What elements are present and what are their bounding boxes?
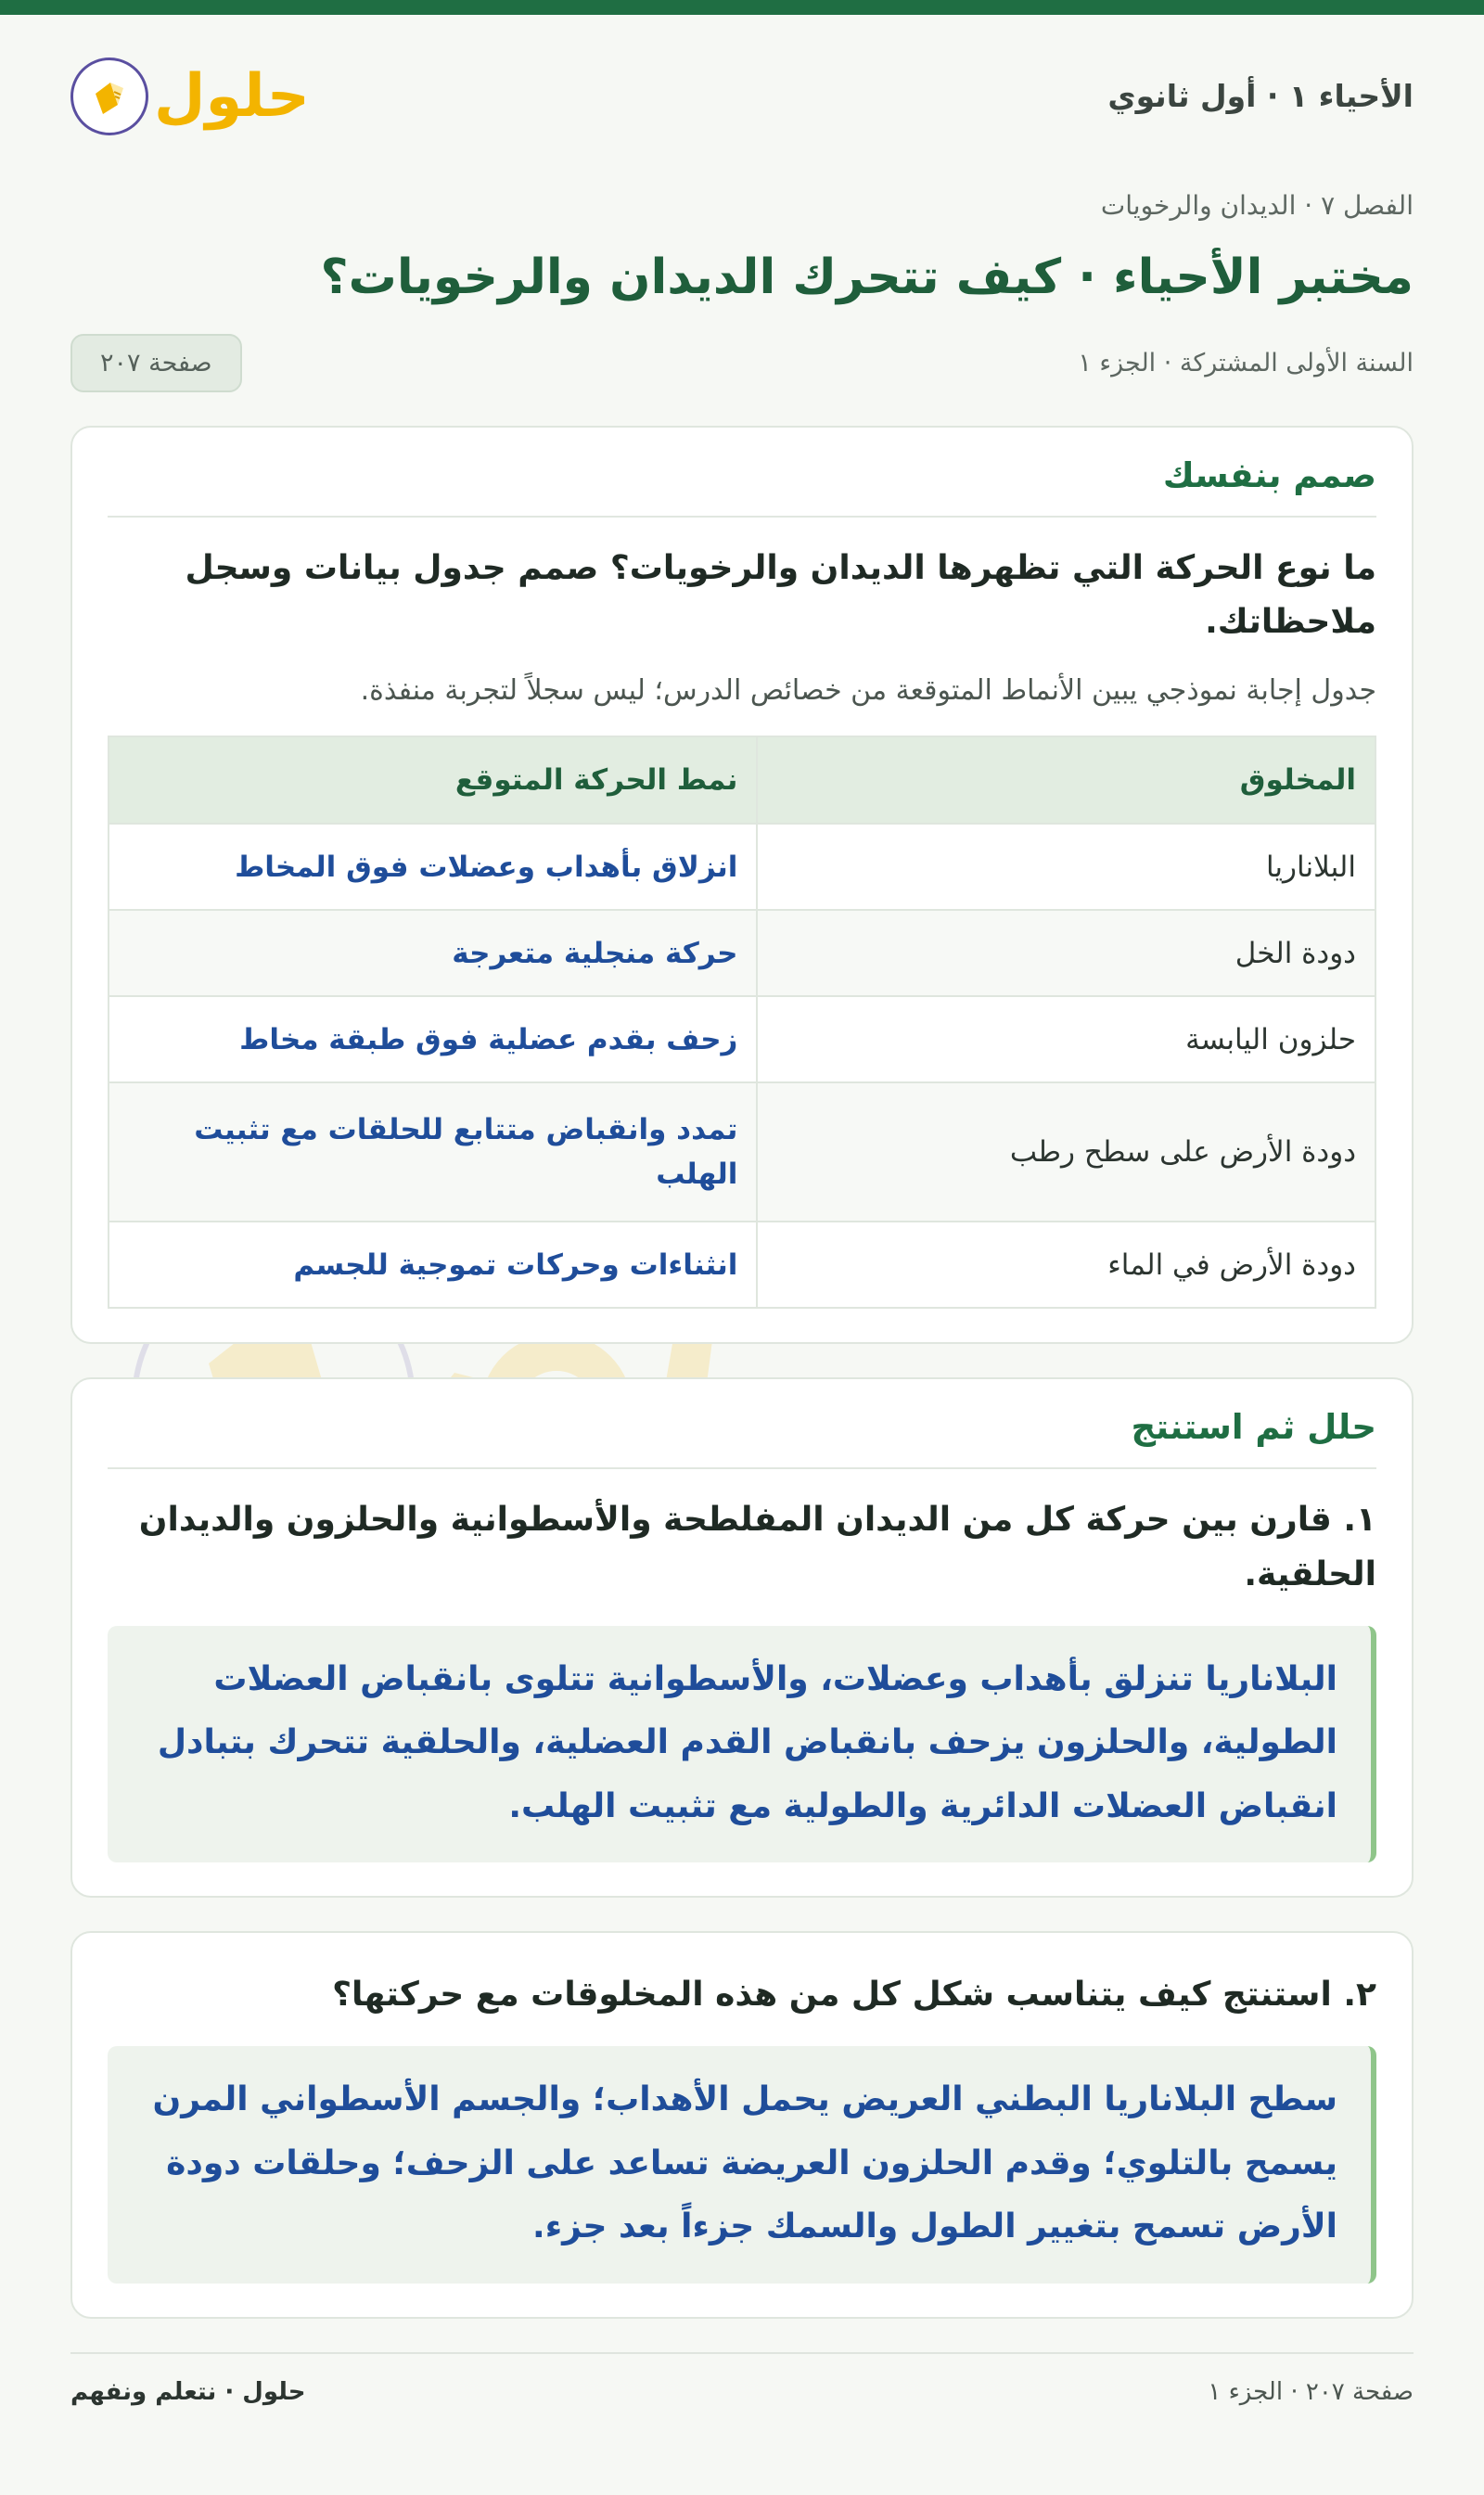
footer-brand: حلول · نتعلم ونفهم xyxy=(70,2377,306,2406)
page-header xyxy=(70,15,1414,177)
organism-cell: دودة الأرض في الماء xyxy=(757,1222,1375,1308)
design-section-card xyxy=(70,426,1414,1345)
question-text: ما نوع الحركة التي تظهرها الديدان والرخويات؟ صمم جدول بيانات وسجل ملاحظاتك. xyxy=(185,548,1376,641)
grade-meta: السنة الأولى المشتركة · الجزء ١ xyxy=(1078,348,1414,377)
page-number-badge: صفحة ٢٠٧ xyxy=(70,334,242,392)
table-row xyxy=(109,910,1375,996)
answer-1: البلاناريا تنزلق بأهداب وعضلات، والأسطوانية تتلوى بانقباض العضلات الطولية، والحلزون يزحف بانقباض القدم العضلية، والحلقية تتحرك بتبادل انقباض العضلات الدائرية والطولية مع تثبيت الهلب. xyxy=(108,1626,1376,1862)
question-2: ٢. استنتج كيف يتناسب شكل كل من هذه المخلوقات مع حركتها؟ xyxy=(332,1976,1376,2015)
organism-cell: البلاناريا xyxy=(757,824,1375,910)
column-header-pattern: نمط الحركة المتوقع xyxy=(109,736,757,824)
table-row xyxy=(109,824,1375,910)
pattern-cell: انثناءات وحركات تموجية للجسم xyxy=(109,1222,757,1308)
organism-cell: دودة الأرض على سطح رطب xyxy=(757,1082,1375,1222)
page-title: مختبر الأحياء · كيف تتحرك الديدان والرخويات؟ xyxy=(320,250,1414,305)
table-row xyxy=(109,1082,1375,1222)
pattern-cell: زحف بقدم عضلية فوق طبقة مخاط xyxy=(109,996,757,1082)
logo-wordmark: حلول xyxy=(154,61,310,131)
table-row xyxy=(109,1222,1375,1308)
section-heading: حلل ثم استنتج xyxy=(108,1407,1376,1469)
subject-title: الأحياء ١ · أول ثانوي xyxy=(1107,78,1414,114)
meta-row xyxy=(70,334,1414,392)
pattern-cell: حركة منجلية متعرجة xyxy=(109,910,757,996)
table-note: جدول إجابة نموذجي يبين الأنماط المتوقعة من خصائص الدرس؛ ليس سجلاً لتجربة منفذة. xyxy=(360,674,1376,708)
question-1: ١. قارن بين حركة كل من الديدان المفلطحة والأسطوانية والحلزون والديدان الحلقية. xyxy=(138,1501,1376,1593)
movement-table xyxy=(108,736,1376,1309)
conclude-section-card xyxy=(70,1931,1414,2318)
analyze-section-card xyxy=(70,1377,1414,1898)
organism-cell: دودة الخل xyxy=(757,910,1375,996)
chapter-label: الفصل ٧ · الديدان والرخويات xyxy=(1100,190,1414,221)
column-header-organism: المخلوق xyxy=(757,736,1375,824)
pattern-cell: انزلاق بأهداب وعضلات فوق المخاط xyxy=(109,824,757,910)
organism-cell: حلزون اليابسة xyxy=(757,996,1375,1082)
page-footer xyxy=(70,2352,1414,2406)
brand-logo[interactable] xyxy=(70,58,310,135)
pattern-cell: تمدد وانقباض متتابع للحلقات مع تثبيت الهلب xyxy=(109,1082,757,1222)
top-accent-bar xyxy=(0,0,1484,15)
section-heading: صمم بنفسك xyxy=(108,455,1376,518)
book-icon xyxy=(70,58,148,135)
table-header-row xyxy=(109,736,1375,824)
footer-page-info: صفحة ٢٠٧ · الجزء ١ xyxy=(1208,2377,1414,2406)
answer-2: سطح البلاناريا البطني العريض يحمل الأهداب؛ والجسم الأسطواني المرن يسمح بالتلوي؛ وقدم الحلزون العريضة تساعد على الزحف؛ وحلقات دودة الأرض تسمح بتغيير الطول والسمك جزءاً بعد جزء. xyxy=(108,2046,1376,2283)
table-row xyxy=(109,996,1375,1082)
